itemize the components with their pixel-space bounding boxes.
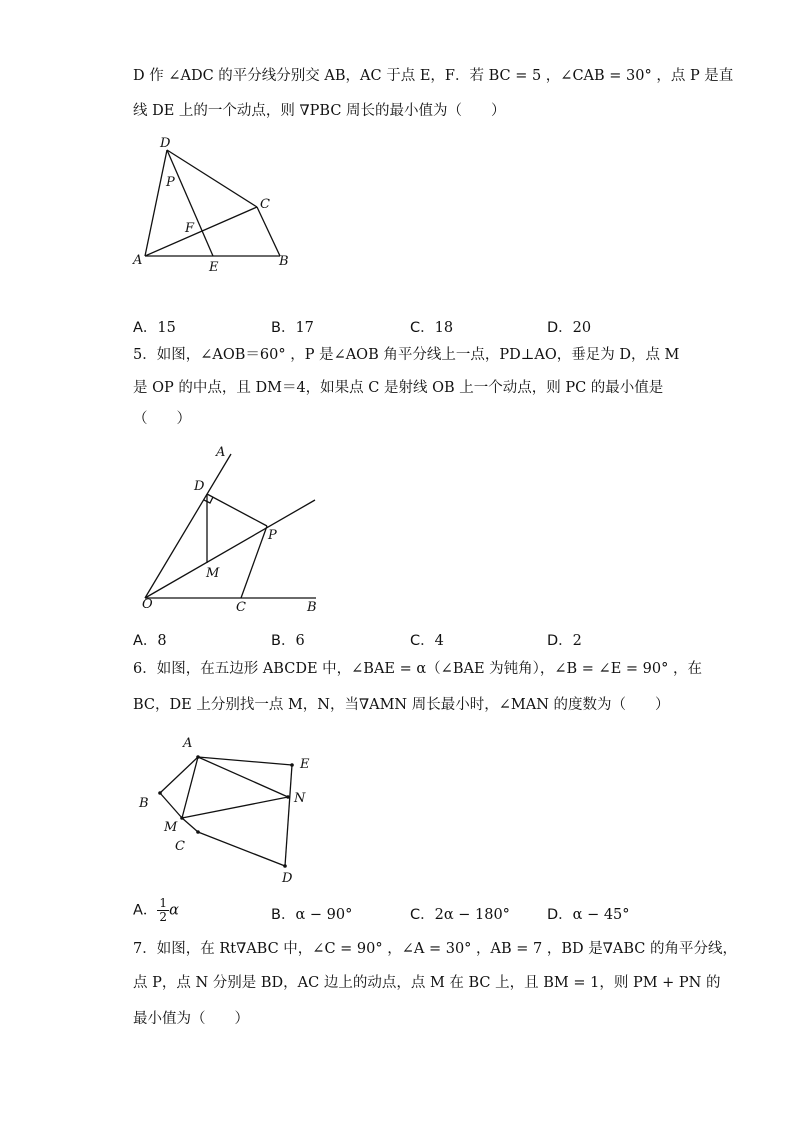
q5-option-c[interactable]: C．4 bbox=[410, 633, 444, 649]
q6-option-a[interactable]: A． $\frac{1}{2}$ α bbox=[133, 896, 179, 924]
q6-options bbox=[133, 896, 693, 924]
q6-label-m: M bbox=[164, 820, 178, 835]
q4-option-a[interactable]: A．15 bbox=[133, 320, 176, 336]
q4-option-b[interactable]: B．17 bbox=[271, 320, 314, 336]
q6-option-d[interactable]: D．α − 45° bbox=[547, 907, 630, 923]
q6-option-a-fraction: $\frac{1}{2}$ bbox=[159, 896, 168, 924]
q5-label-c: C bbox=[236, 600, 246, 615]
q5-text-line2: 是 OP 的中点，且 DM＝4，如果点 C 是射线 OB 上一个动点，则 PC 的最小值是 bbox=[133, 380, 664, 396]
q5-label-b: B bbox=[307, 600, 317, 615]
q4-text-line2: 线 DE 上的一个动点，则 ∇PBC 周长的最小值为（ ） bbox=[133, 103, 506, 119]
q6-label-c: C bbox=[175, 839, 185, 854]
q4-label-f: F bbox=[185, 221, 195, 236]
q6-label-b: B bbox=[139, 796, 149, 811]
q6-option-c[interactable]: C．2α − 180° bbox=[410, 907, 510, 923]
q5-text-line1: 5．如图，∠AOB＝60° ，P 是∠AOB 角平分线上一点，PD⊥AO，垂足为 D，点 M bbox=[133, 347, 680, 363]
q6-label-d: D bbox=[282, 871, 293, 886]
q4-option-c[interactable]: C．18 bbox=[410, 320, 454, 336]
q4-label-c: C bbox=[260, 197, 270, 212]
q4-label-p: P bbox=[166, 175, 175, 190]
q7-text-line1: 7．如图，在 Rt∇ABC 中，∠C = 90° ，∠A = 30° ，AB = 7 ，BD 是∇ABC 的角平分线， bbox=[133, 941, 737, 957]
q6-label-a: A bbox=[183, 736, 193, 751]
q4-label-a: A bbox=[133, 253, 143, 268]
q4-label-e: E bbox=[209, 260, 219, 275]
q5-label-m: M bbox=[206, 566, 220, 581]
q6-text-line1: 6．如图，在五边形 ABCDE 中，∠BAE = α（∠BAE 为钝角），∠B = ∠E = 90° ，在 bbox=[133, 661, 702, 677]
q5-option-d[interactable]: D．2 bbox=[547, 633, 582, 649]
q7-text-line3: 最小值为（ ） bbox=[133, 1011, 249, 1027]
q4-label-b: B bbox=[279, 254, 289, 269]
q5-label-a: A bbox=[216, 445, 226, 460]
q5-option-b[interactable]: B．6 bbox=[271, 633, 305, 649]
q5-label-p: P bbox=[268, 528, 277, 543]
q5-label-d: D bbox=[194, 479, 205, 494]
q7-text-line2: 点 P，点 N 分别是 BD，AC 边上的动点，点 M 在 BC 上，且 BM = 1，则 PM + PN 的 bbox=[133, 975, 721, 991]
q4-label-d: D bbox=[160, 136, 171, 151]
q6-label-n: N bbox=[294, 791, 306, 806]
q5-option-a[interactable]: A．8 bbox=[133, 633, 167, 649]
q6-text-line2: BC，DE 上分别找一点 M，N，当∇AMN 周长最小时，∠MAN 的度数为（ ） bbox=[133, 697, 670, 713]
q4-text-line1: D 作 ∠ADC 的平分线分别交 AB，AC 于点 E，F．若 BC = 5 ，∠CAB = 30° ，点 P 是直 bbox=[133, 68, 734, 84]
q6-label-e: E bbox=[300, 757, 310, 772]
q4-option-d[interactable]: D．20 bbox=[547, 320, 592, 336]
q6-option-b[interactable]: B．α − 90° bbox=[271, 907, 353, 923]
q5-text-line3: （ ） bbox=[133, 411, 191, 427]
q5-label-o: O bbox=[142, 597, 153, 612]
